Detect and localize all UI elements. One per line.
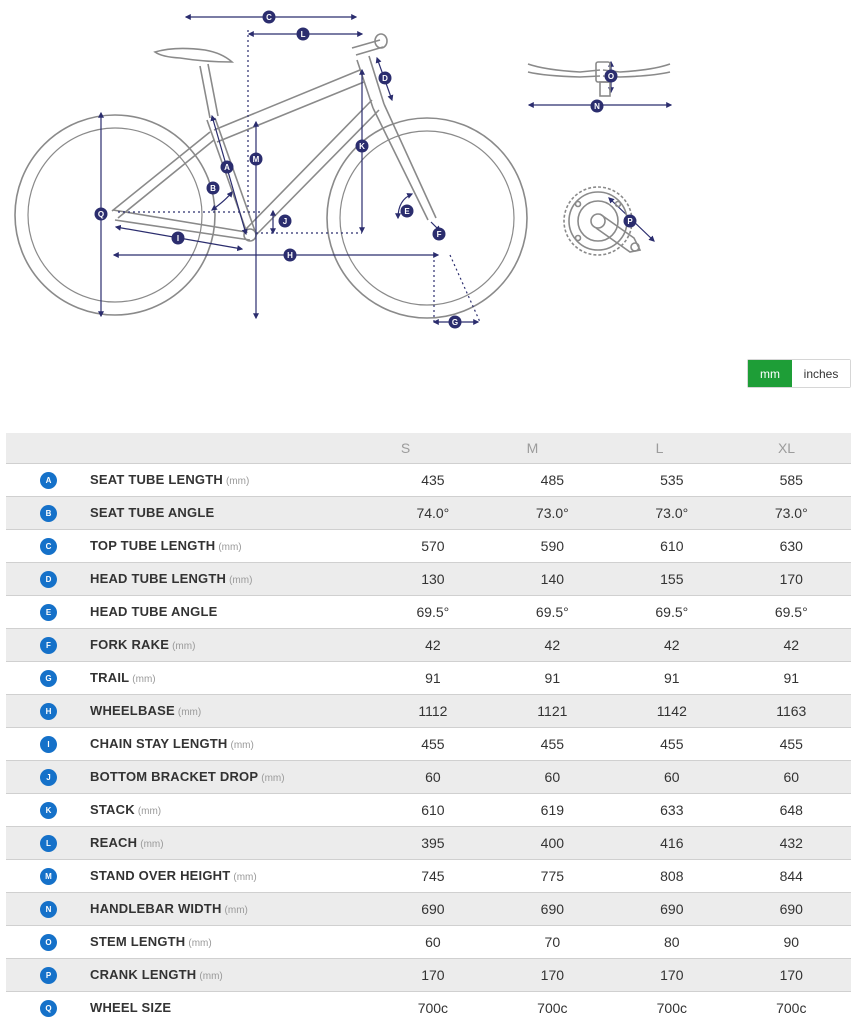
row-value-l: 73.0°: [655, 505, 689, 521]
row-value-xl: 648: [779, 802, 803, 818]
row-label: SEAT TUBE LENGTH: [90, 472, 223, 487]
row-label-cell: [57, 867, 373, 885]
badge-M: M: [252, 155, 260, 164]
size-header-xl: XL: [777, 440, 796, 456]
badge-H: H: [287, 251, 293, 260]
row-value-xl: 844: [779, 868, 803, 884]
table-row: [6, 793, 851, 826]
row-value-l: 69.5°: [655, 604, 689, 620]
row-label-cell: [57, 636, 373, 654]
table-row: [6, 727, 851, 760]
row-value-s: 745: [421, 868, 445, 884]
row-value-xl: 42: [783, 637, 800, 653]
row-label: TRAIL: [90, 670, 130, 685]
row-value-m: 73.0°: [535, 505, 569, 521]
row-value-xl: 432: [779, 835, 803, 851]
row-badge: Q: [40, 1000, 57, 1017]
row-value-xl: 630: [779, 538, 803, 554]
row-value-s: 130: [421, 571, 445, 587]
handlebar-top-view: [528, 62, 670, 96]
row-value-m: 69.5°: [535, 604, 569, 620]
table-body: [6, 463, 851, 1024]
row-badge: M: [40, 868, 57, 885]
row-badge: C: [40, 538, 57, 555]
row-badge: P: [40, 967, 57, 984]
row-label-cell: [57, 735, 373, 753]
row-label: CHAIN STAY LENGTH: [90, 736, 228, 751]
bike-geometry-diagram: [0, 0, 858, 345]
row-value-s: 455: [421, 736, 445, 752]
row-value-l: 808: [660, 868, 684, 884]
row-unit: (mm): [172, 641, 196, 652]
table-row: [6, 562, 851, 595]
row-value-m: 400: [540, 835, 565, 851]
table-row: [6, 892, 851, 925]
badge-G: G: [451, 318, 459, 327]
rear-wheel: [15, 115, 215, 315]
row-value-m: 140: [540, 571, 565, 587]
row-label: STAND OVER HEIGHT: [90, 868, 231, 883]
size-header-s: S: [400, 440, 411, 456]
row-unit: (mm): [199, 971, 223, 982]
row-badge: O: [40, 934, 57, 951]
row-value-xl: 69.5°: [774, 604, 808, 620]
row-value-xl: 170: [779, 967, 803, 983]
row-label-cell: [57, 900, 373, 918]
dimension-lines: [101, 17, 671, 322]
badge-I: I: [176, 234, 180, 243]
badge-P: P: [627, 217, 633, 226]
badge-B: B: [210, 184, 216, 193]
table-row: [6, 859, 851, 892]
row-label-cell: [57, 801, 373, 819]
row-value-s: 42: [425, 637, 441, 653]
row-badge: L: [40, 835, 57, 852]
row-value-xl: 1163: [776, 703, 807, 719]
row-label: STEM LENGTH: [90, 934, 186, 949]
row-value-l: 80: [664, 934, 680, 950]
row-value-s: 74.0°: [416, 505, 450, 521]
row-value-m: 690: [540, 901, 565, 917]
badge-O: O: [607, 72, 615, 81]
row-badge: K: [40, 802, 57, 819]
row-value-l: 455: [660, 736, 684, 752]
row-badge: A: [40, 472, 57, 489]
row-value-s: 690: [421, 901, 445, 917]
row-value-xl: 90: [783, 934, 800, 950]
row-value-s: 91: [425, 670, 441, 686]
row-label-cell: [57, 933, 373, 951]
row-unit: (mm): [225, 476, 250, 487]
row-badge: N: [40, 901, 57, 918]
row-label: WHEELBASE: [90, 703, 175, 718]
row-label-cell: [57, 669, 373, 687]
unit-inches-button[interactable]: inches: [792, 360, 850, 387]
size-header-l: L: [655, 440, 664, 456]
row-value-l: 610: [660, 538, 684, 554]
row-unit: (mm): [261, 773, 285, 784]
row-value-xl: 73.0°: [774, 505, 808, 521]
row-label: FORK RAKE: [90, 637, 170, 652]
row-label: SEAT TUBE ANGLE: [90, 505, 215, 520]
row-badge: B: [40, 505, 57, 522]
row-label: HANDLEBAR WIDTH: [90, 901, 222, 916]
row-value-l: 155: [660, 571, 684, 587]
row-value-l: 60: [664, 769, 680, 785]
row-unit: (mm): [140, 839, 164, 850]
row-badge: I: [40, 736, 57, 753]
row-value-m: 619: [540, 802, 565, 818]
row-unit: (mm): [224, 905, 248, 916]
row-value-xl: 91: [783, 670, 800, 686]
unit-mm-button[interactable]: mm: [748, 360, 792, 387]
row-value-m: 1121: [537, 703, 568, 719]
row-unit: (mm): [230, 740, 254, 751]
row-value-m: 170: [540, 967, 565, 983]
table-header: [6, 433, 851, 463]
table-row: [6, 958, 851, 991]
geometry-table: [6, 433, 851, 1024]
row-value-l: 42: [664, 637, 680, 653]
row-value-m: 485: [540, 472, 565, 488]
row-value-s: 570: [421, 538, 445, 554]
badge-D: D: [382, 74, 388, 83]
row-value-l: 1142: [656, 703, 687, 719]
row-badge: G: [40, 670, 57, 687]
row-unit: (mm): [177, 707, 202, 718]
row-value-l: 91: [664, 670, 680, 686]
row-value-l: 535: [660, 472, 684, 488]
row-value-xl: 585: [779, 472, 803, 488]
row-label-cell: [57, 999, 373, 1017]
table-row: [6, 925, 851, 958]
badge-J: J: [282, 217, 288, 226]
row-label: BOTTOM BRACKET DROP: [90, 769, 259, 784]
badge-K: K: [359, 142, 365, 151]
row-unit: (mm): [132, 674, 156, 685]
row-value-s: 435: [421, 472, 445, 488]
row-value-m: 455: [540, 736, 565, 752]
row-value-xl: 455: [779, 736, 803, 752]
saddle: [155, 48, 232, 62]
row-value-m: 700c: [537, 1000, 568, 1016]
row-label-cell: [57, 702, 373, 720]
table-row: [6, 529, 851, 562]
row-value-l: 700c: [656, 1000, 687, 1016]
badge-L: L: [300, 30, 306, 39]
row-value-s: 170: [421, 967, 445, 983]
row-value-s: 610: [421, 802, 445, 818]
table-row: [6, 760, 851, 793]
table-row: [6, 628, 851, 661]
badge-E: E: [404, 207, 410, 216]
row-unit: (mm): [218, 542, 242, 553]
row-value-l: 633: [660, 802, 684, 818]
row-unit: (mm): [137, 806, 162, 817]
row-label: REACH: [90, 835, 138, 850]
size-header-m: M: [526, 440, 539, 456]
row-label-cell: [57, 603, 373, 621]
row-value-m: 775: [540, 868, 565, 884]
badge-F: F: [436, 230, 442, 239]
row-value-xl: 170: [779, 571, 803, 587]
row-badge: H: [40, 703, 57, 720]
row-label-cell: [57, 966, 373, 984]
row-value-s: 60: [425, 769, 441, 785]
row-badge: E: [40, 604, 57, 621]
row-badge: F: [40, 637, 57, 654]
row-badge: J: [40, 769, 57, 786]
row-value-s: 69.5°: [416, 604, 450, 620]
unit-toggle: [747, 359, 851, 388]
row-value-xl: 690: [779, 901, 803, 917]
badge-Q: Q: [97, 210, 105, 219]
row-label: STACK: [90, 802, 135, 817]
badge-N: N: [594, 102, 600, 111]
row-value-s: 395: [421, 835, 445, 851]
table-row: [6, 694, 851, 727]
row-unit: (mm): [188, 938, 212, 949]
row-value-xl: 700c: [776, 1000, 807, 1016]
table-row: [6, 661, 851, 694]
row-value-l: 170: [660, 967, 684, 983]
row-value-m: 91: [544, 670, 561, 686]
row-value-s: 700c: [417, 1000, 449, 1016]
row-label-cell: [57, 768, 373, 786]
table-row: [6, 826, 851, 859]
row-label-cell: [57, 834, 373, 852]
row-label-cell: [57, 537, 373, 555]
row-unit: (mm): [233, 872, 257, 883]
row-label-cell: [57, 471, 373, 489]
row-label-cell: [57, 504, 373, 522]
row-unit: (mm): [229, 575, 253, 586]
table-row: [6, 463, 851, 496]
row-badge: D: [40, 571, 57, 588]
row-value-s: 60: [425, 934, 441, 950]
row-value-l: 690: [660, 901, 684, 917]
table-row: [6, 595, 851, 628]
row-value-m: 70: [544, 934, 561, 950]
row-label: WHEEL SIZE: [90, 1000, 172, 1015]
badge-C: C: [266, 13, 272, 22]
row-value-m: 590: [540, 538, 565, 554]
table-row: [6, 991, 851, 1024]
row-label-cell: [57, 570, 373, 588]
badge-A: A: [224, 163, 230, 172]
row-value-m: 42: [544, 637, 561, 653]
row-value-s: 1112: [418, 703, 448, 719]
table-row: [6, 496, 851, 529]
row-label: HEAD TUBE ANGLE: [90, 604, 218, 619]
row-value-l: 416: [660, 835, 684, 851]
row-value-xl: 60: [783, 769, 800, 785]
row-label: TOP TUBE LENGTH: [90, 538, 216, 553]
row-label: CRANK LENGTH: [90, 967, 197, 982]
row-label: HEAD TUBE LENGTH: [90, 571, 227, 586]
row-value-m: 60: [544, 769, 561, 785]
